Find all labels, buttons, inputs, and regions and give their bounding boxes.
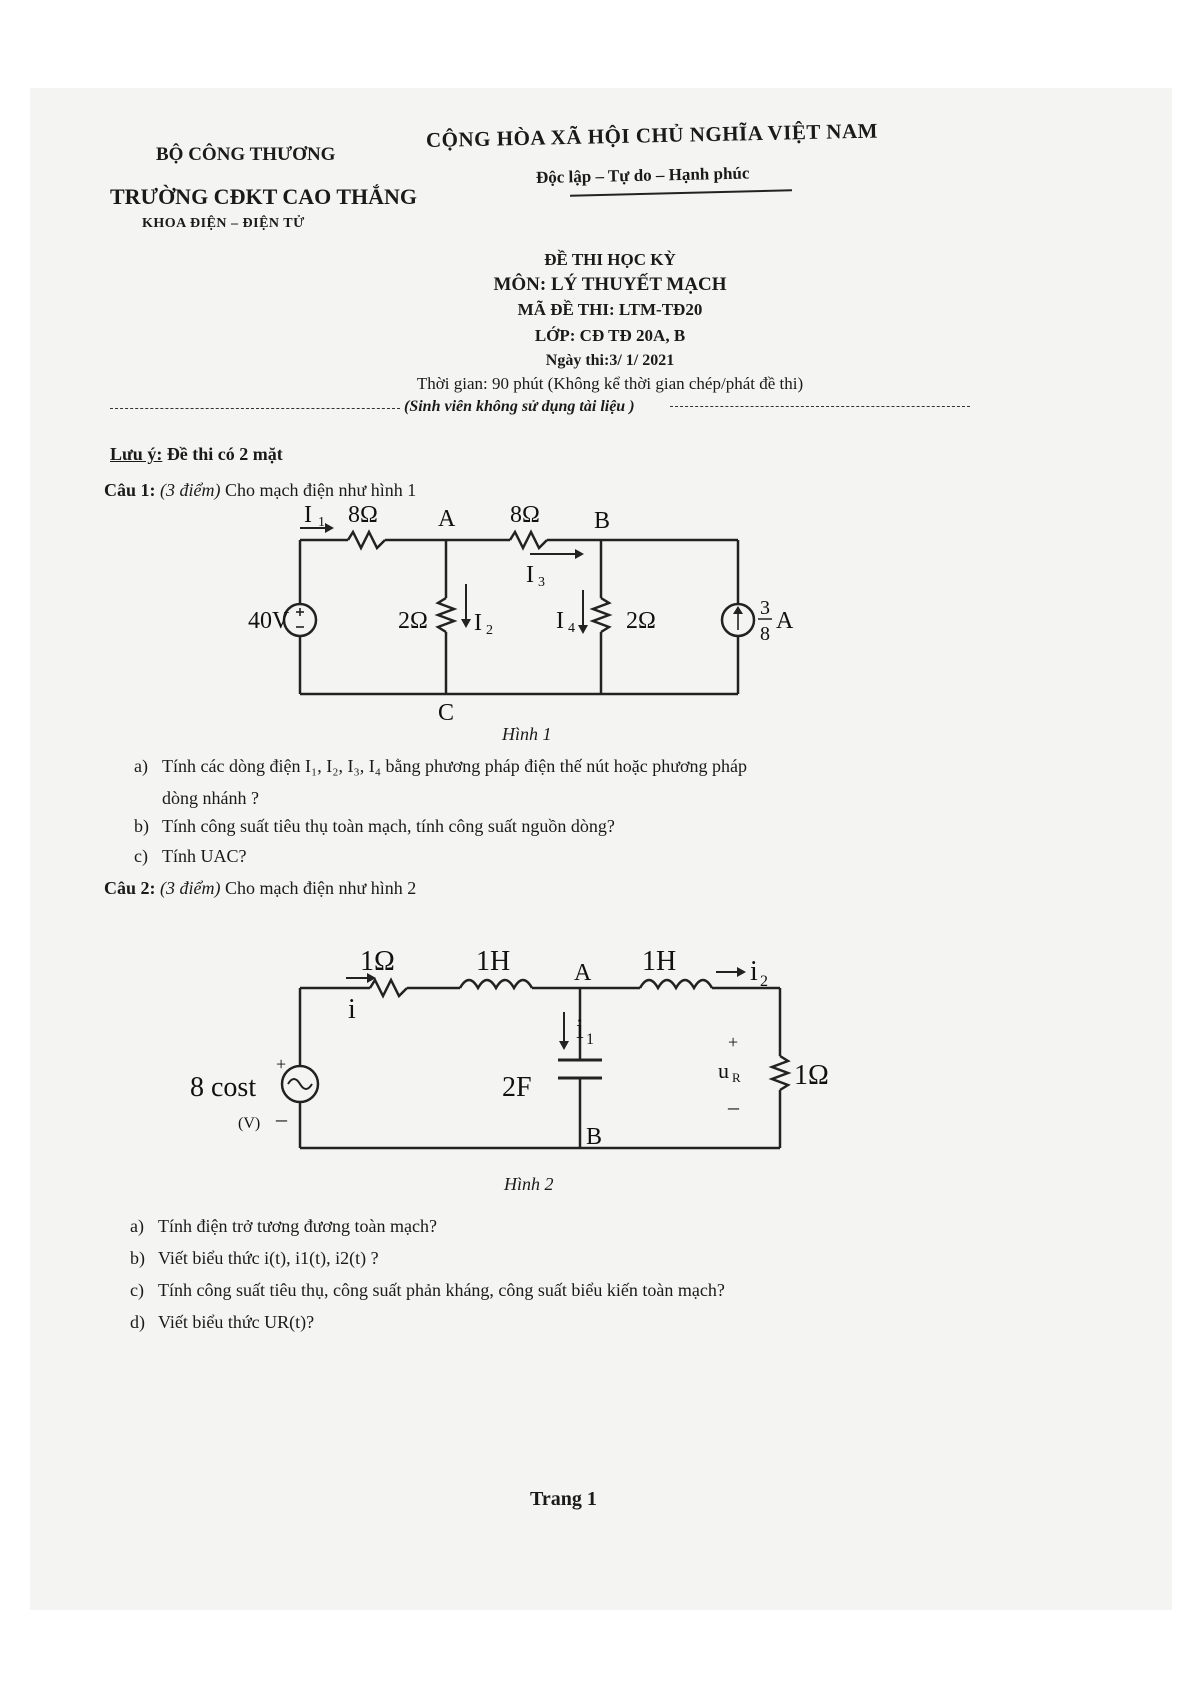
q1-points: (3 điểm) [155, 480, 221, 500]
isrc-unit: A [776, 608, 794, 634]
page-number: Trang 1 [530, 1488, 597, 1510]
resistor-load-label: 1Ω [794, 1060, 829, 1091]
q2-item-d: Viết biểu thức UR(t)? [158, 1312, 315, 1332]
resistor-r2-label: 8Ω [510, 502, 540, 528]
label-i1-sub: 1 [318, 515, 325, 530]
q1-item-b: Tính công suất tiêu thụ toàn mạch, tính công suất nguồn dòng? [162, 816, 615, 836]
circuit-figure-2 [180, 918, 829, 1188]
label-i1: I [304, 502, 312, 528]
q1-item-b-num: b) [134, 816, 149, 836]
label-i2: i [750, 956, 758, 987]
node-a-label: A [574, 960, 592, 986]
rule-text: (Sinh viên không sử dụng tài liệu ) [400, 398, 639, 416]
isrc-numerator: 3 [760, 597, 770, 619]
q1-item-a-cont: dòng nhánh ? [162, 788, 259, 808]
source-40v-label: 40V [248, 608, 290, 634]
ministry-name: BỘ CÔNG THƯƠNG [156, 144, 336, 165]
q2-label: Câu 2: [104, 878, 156, 898]
exam-time: Thời gian: 90 phút (Không kể thời gian chép/phát đề thi) [416, 374, 804, 393]
q1-item-c-num: c) [134, 846, 148, 866]
resistor-r1-label: 8Ω [348, 502, 378, 528]
figure-2-caption: Hình 2 [504, 1174, 554, 1194]
class-name: LỚP: CĐ TĐ 20A, B [534, 326, 686, 345]
q2-points: (3 điểm) [155, 878, 221, 898]
circuit-figure-1 [248, 500, 820, 730]
label-i2-sub: 2 [486, 623, 493, 638]
node-b-label: B [594, 508, 611, 534]
q2-text: Cho mạch điện như hình 2 [220, 878, 417, 898]
q2-item-a: Tính điện trở tương đương toàn mạch? [158, 1216, 438, 1236]
motto: Độc lập – Tự do – Hạnh phúc [535, 163, 750, 187]
q2-item-b-num: b) [130, 1248, 145, 1268]
motto-underline [570, 189, 792, 196]
school-name: TRƯỜNG CĐKT CAO THẮNG [110, 184, 418, 209]
q1-item-a: Tính các dòng điện I₁, I₂, I₃, I₄ bằng phương pháp điện thế nút hoặc phương pháp [162, 756, 748, 776]
isrc-denominator: 8 [760, 623, 770, 645]
note-label: Lưu ý: [110, 444, 163, 464]
label-i4: I [556, 608, 564, 634]
label-i1: i [576, 1014, 584, 1045]
exam-code: MÃ ĐỀ THI: LTM-TĐ20 [517, 300, 703, 319]
q1-item-c: Tính UAC? [162, 846, 247, 866]
capacitor-label: 2F [502, 1072, 532, 1103]
question-1-heading [104, 480, 416, 501]
ac-source-icon [288, 1079, 312, 1089]
note-line [110, 444, 283, 465]
label-i3: I [526, 562, 534, 588]
faculty-name: KHOA ĐIỆN – ĐIỆN TỬ [142, 216, 305, 231]
subject-title: MÔN: LÝ THUYẾT MẠCH [493, 274, 727, 295]
source-unit: (V) [238, 1115, 261, 1132]
q1-text: Cho mạch điện như hình 1 [220, 480, 417, 500]
source-minus: – [276, 1106, 287, 1131]
ur-plus: + [728, 1032, 739, 1052]
inductor-l2-label: 1H [642, 946, 677, 977]
label-i1-sub: 1 [586, 1031, 594, 1048]
resistor-r3-label: 2Ω [398, 608, 428, 634]
inductor-l1-label: 1H [476, 946, 511, 977]
country-name: CỘNG HÒA XÃ HỘI CHỦ NGHĨA VIỆT NAM [425, 118, 879, 152]
q1-item-a-num: a) [134, 756, 148, 776]
label-i2: I [474, 610, 482, 636]
divider-left [110, 408, 400, 409]
resistor-1ohm-label: 1Ω [360, 946, 395, 977]
node-c-label: C [438, 700, 455, 726]
node-b-label: B [586, 1124, 603, 1150]
resistor-r4-label: 2Ω [626, 608, 656, 634]
label-ur-sub: R [732, 1070, 741, 1085]
q2-item-c-num: c) [130, 1280, 144, 1300]
exam-paper [30, 88, 1172, 1610]
label-i2-sub: 2 [760, 973, 768, 990]
figure-1-caption: Hình 1 [502, 724, 552, 744]
label-i4-sub: 4 [568, 621, 575, 636]
exam-title: ĐỀ THI HỌC KỲ [544, 250, 676, 269]
q2-item-a-num: a) [130, 1216, 144, 1236]
note-text: Đề thi có 2 mặt [162, 444, 283, 464]
label-i3-sub: 3 [538, 575, 545, 590]
photo-frame [30, 88, 1172, 1610]
q2-item-b: Viết biểu thức i(t), i1(t), i2(t) ? [158, 1248, 379, 1268]
label-i: i [348, 994, 356, 1025]
question-2-heading [104, 878, 416, 899]
q2-item-c: Tính công suất tiêu thụ, công suất phản kháng, công suất biểu kiến toàn mạch? [158, 1280, 725, 1300]
ur-minus: – [728, 1094, 739, 1119]
exam-date: Ngày thi:3/ 1/ 2021 [545, 352, 675, 369]
label-ur: u [718, 1058, 729, 1083]
node-a-label: A [438, 506, 456, 532]
source-plus: + [276, 1054, 287, 1074]
divider-right [670, 406, 970, 407]
q1-label: Câu 1: [104, 480, 156, 500]
source-label: 8 cost [190, 1072, 257, 1103]
q2-item-d-num: d) [130, 1312, 145, 1332]
